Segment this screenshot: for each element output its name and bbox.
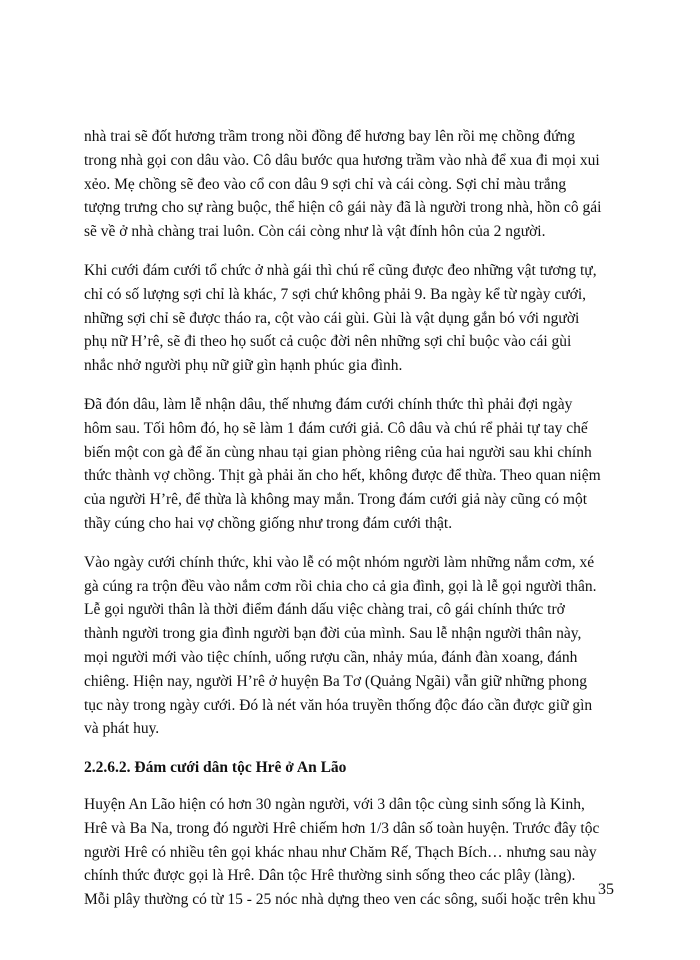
text-line: gà cúng ra trộn đều vào nắm cơm rồi chia cho cả gia đình, gọi là lễ gọi người thân. bbox=[84, 577, 597, 595]
text-line: nhà trai sẽ đốt hương trầm trong nồi đồng để hương bay lên rồi mẹ chồng đứng bbox=[84, 128, 576, 145]
text-line: của người H’rê, để thừa là không may mắn. Trong đám cưới giả này cũng có một bbox=[84, 491, 588, 509]
text-line: biến một con gà để ăn cùng nhau tại gian phòng riêng của hai người sau khi chính bbox=[84, 443, 592, 461]
text-line: thành người trong gia đình người bạn đời của mình. Sau lễ nhận người thân này, bbox=[84, 625, 582, 643]
text-line: Hrê và Ba Na, trong đó người Hrê chiếm hơn 1/3 dân số toàn huyện. Trước đây tộc bbox=[84, 819, 600, 837]
paragraph-1 bbox=[84, 125, 610, 244]
text-line: Khi cưới đám cưới tổ chức ở nhà gái thì chú rể cũng được đeo những vật tương tự, bbox=[84, 261, 597, 279]
text-line: Vào ngày cưới chính thức, khi vào lễ có một nhóm người làm những nắm cơm, xé bbox=[84, 553, 595, 571]
paragraph-5 bbox=[84, 793, 610, 912]
text-line: chỉ có số lượng sợi chỉ là khác, 7 sợi chứ không phải 9. Ba ngày kể từ ngày cưới, bbox=[84, 285, 587, 303]
text-line: nhắc nhở người phụ nữ giữ gìn hạnh phúc gia đình. bbox=[84, 357, 403, 375]
paragraph-2 bbox=[84, 259, 610, 378]
page-content bbox=[84, 125, 610, 927]
text-line: Mỗi plây thường có từ 15 - 25 nóc nhà dựng theo ven các sông, suối hoặc trên khu bbox=[84, 891, 596, 909]
text-line: và phát huy. bbox=[84, 720, 160, 738]
paragraph-4 bbox=[84, 551, 610, 741]
text-line: chiêng. Hiện nay, người H’rê ở huyện Ba Tơ (Quảng Ngãi) vẫn giữ những phong bbox=[84, 672, 588, 690]
text-line: hôm sau. Tối hôm đó, họ sẽ làm 1 đám cưới giả. Cô dâu và chú rể phải tự tay chế bbox=[84, 419, 588, 437]
text-line: tượng trưng cho sự ràng buộc, thể hiện cô gái này đã là người trong nhà, hồn cô gái bbox=[84, 199, 602, 217]
text-line: Lễ gọi người thân là thời điểm đánh dấu việc chàng trai, cô gái chính thức trở bbox=[84, 601, 565, 619]
text-line: Huyện An Lão hiện có hơn 30 ngàn người, với 3 dân tộc cùng sinh sống là Kinh, bbox=[84, 795, 585, 813]
text-line: chính thức được gọi là Hrê. Dân tộc Hrê thường sinh sống theo các plây (làng). bbox=[84, 867, 576, 885]
text-line: thầy cúng cho hai vợ chồng giống như trong đám cưới thật. bbox=[84, 514, 453, 532]
text-line: trong nhà gọi con dâu vào. Cô dâu bước qua hương trầm vào nhà để xua đi mọi xui bbox=[84, 151, 600, 169]
text-line: người Hrê có nhiều tên gọi khác nhau như Chăm Rế, Thạch Bích… nhưng sau này bbox=[84, 843, 597, 861]
paragraph-3 bbox=[84, 393, 610, 536]
text-line: tục này trong ngày cưới. Đó là nét văn hóa truyền thống độc đáo cần được giữ gìn bbox=[84, 696, 593, 714]
text-line: xẻo. Mẹ chồng sẽ đeo vào cổ con dâu 9 sợi chỉ và cái còng. Sợi chỉ màu trắng bbox=[84, 175, 567, 193]
section-heading: 2.2.6.2. Đám cưới dân tộc Hrê ở An Lão bbox=[84, 759, 347, 777]
text-line: mọi người mới vào tiệc chính, uống rượu cần, nhảy múa, đánh đàn xoang, đánh bbox=[84, 648, 578, 666]
text-line: phụ nữ H’rê, sẽ đi theo họ suốt cả cuộc đời nên những sợi chỉ buộc vào cái gùi bbox=[84, 333, 572, 351]
text-line: thức thành vợ chồng. Thịt gà phải ăn cho hết, không được để thừa. Theo quan niệm bbox=[84, 467, 601, 485]
text-line: những sợi chỉ sẽ được tháo ra, cột vào cái gùi. Gùi là vật dụng gắn bó với người bbox=[84, 309, 580, 327]
text-line: sẽ về ở nhà chàng trai luôn. Còn cái còng như là vật đính hôn của 2 người. bbox=[84, 223, 546, 241]
page-number: 35 bbox=[598, 881, 614, 898]
text-line: Đã đón dâu, làm lễ nhận dâu, thế nhưng đám cưới chính thức thì phải đợi ngày bbox=[84, 395, 573, 413]
